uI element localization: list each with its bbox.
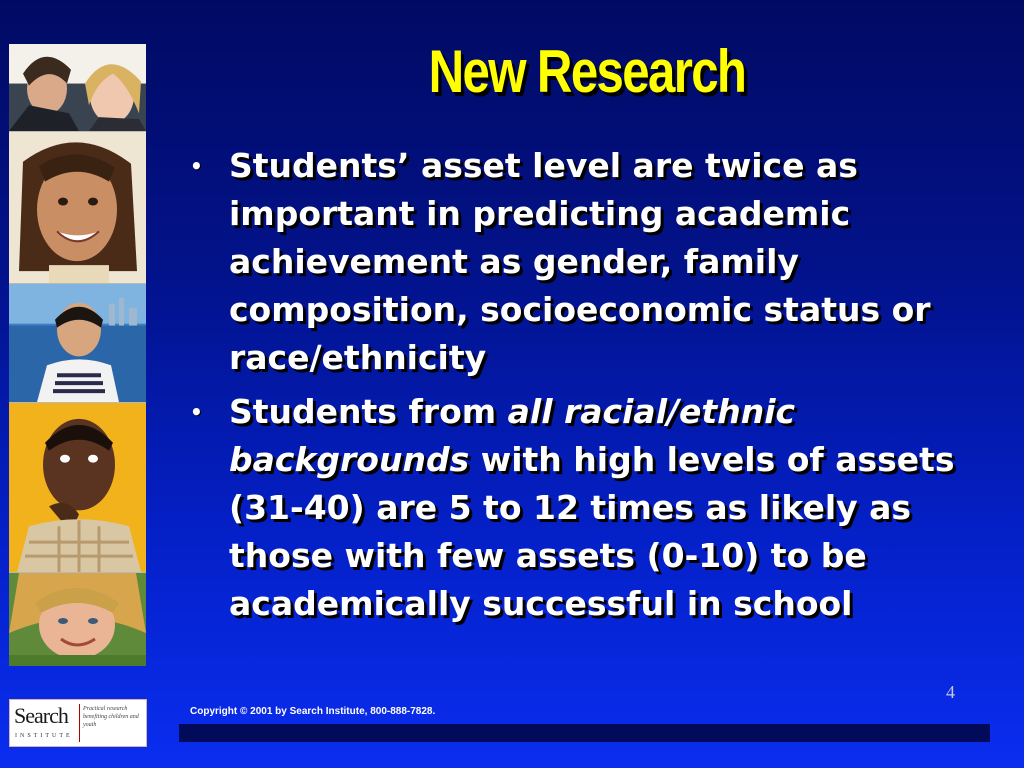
search-institute-logo bbox=[9, 699, 147, 747]
bullet-item bbox=[186, 388, 986, 628]
copyright-notice: Copyright © 2001 by Search Institute, 800-888-7828. bbox=[190, 706, 436, 717]
girl-on-grass-photo bbox=[9, 573, 146, 666]
bullet-list bbox=[186, 142, 986, 634]
bullet-text-after: with high levels of assets (31-40) are 5 to 12 times as likely as those with few assets (0-10) to be academically successful in school bbox=[229, 440, 955, 623]
bullet-icon: • bbox=[190, 154, 203, 178]
photo-strip bbox=[9, 44, 146, 666]
footer-bar bbox=[179, 724, 990, 742]
slide-title: New Research bbox=[428, 38, 746, 105]
bullet-emphasis: all racial/ethnic backgrounds bbox=[229, 392, 796, 479]
page-number: 4 bbox=[946, 682, 955, 702]
bullet-text-before: Students from bbox=[229, 392, 508, 431]
teen-couple-photo bbox=[9, 44, 146, 132]
logo-tagline: Practical research benefiting children and youth bbox=[83, 706, 139, 728]
smiling-girl-photo bbox=[9, 132, 146, 284]
bullet-icon: • bbox=[190, 400, 203, 424]
logo-name: Search bbox=[14, 703, 68, 728]
logo-subtitle: INSTITUTE bbox=[15, 733, 73, 739]
bullet-text: Students’ asset level are twice as important in predicting academic achievement as gender, family composition, socioeconomic status or race/ethnicity bbox=[229, 146, 931, 377]
logo-divider bbox=[79, 704, 80, 742]
boy-at-waterfront-photo bbox=[9, 284, 146, 403]
bullet-item bbox=[186, 142, 986, 382]
thinking-boy-photo bbox=[9, 403, 146, 573]
